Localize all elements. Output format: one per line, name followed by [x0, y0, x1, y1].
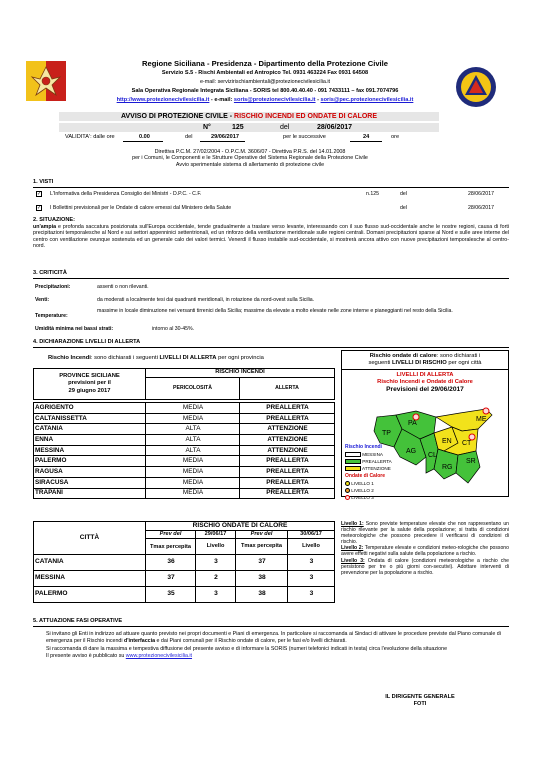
calore-intro — [342, 353, 508, 368]
avviso-del-label: del — [280, 124, 290, 131]
map-label-pa: PA — [408, 420, 417, 427]
avviso-n-label: N° — [203, 124, 211, 131]
livello-note-label: Livello 1: — [341, 521, 364, 527]
pericolosita-cell: MEDIA — [146, 403, 240, 414]
avviso-number: 125 — [232, 124, 244, 131]
legend-livello-label: LIVELLO 1 — [351, 481, 374, 486]
criticita-value: massime in locale diminuzione nei versanti tirrenici della Sicilia; massime da elevate a molto elevate nelle zone interne e pianeggianti nel resto della Sicilia. — [97, 308, 453, 314]
marker-palermo — [413, 414, 419, 420]
legend-calore-title: Ondate di Calore — [345, 473, 386, 479]
map-label-cl: CL — [428, 452, 437, 459]
allerta-cell: PREALLERTA — [240, 467, 335, 478]
legend-swatch — [345, 459, 361, 464]
allerta-cell: ATTENZIONE — [240, 445, 335, 456]
legend-incendi-title: Rischio Incendi — [345, 444, 382, 450]
map-label-ct: CT — [462, 440, 472, 447]
header-email: e-mail: servizirischiambientali@protezionecivilesicilia.it — [199, 79, 331, 86]
livello-cell: 3 — [288, 587, 335, 603]
criticita-heading: 3. CRITICITÀ — [33, 270, 67, 276]
visti-item — [36, 191, 506, 199]
livello-cell: 3 — [196, 587, 236, 603]
province-cell: CATANIA — [34, 424, 146, 435]
table-row — [34, 424, 335, 435]
fasi-p1-text: e dai Piani comunali per il Rischio ondate di calore, per le fasi e/o livelli dichiarati. — [155, 637, 347, 644]
avviso-number-bar — [59, 123, 439, 132]
situazione-lead: un'ampia — [33, 224, 57, 230]
header-sep: - e-mail: — [209, 97, 234, 104]
header-title: Regione Siciliana - Presidenza - Dipartimento della Protezione Civile — [141, 59, 388, 68]
fasi-p1 — [46, 631, 506, 644]
fasi-p1-text: Si invitano gli Enti in indirizzo ad attuare quanto previsto nei propri documenti e Piani di emergenza. In particolare si raccomanda ai Sindaci di attivare le procedure previste dal Piano comunale di emergenza per il Rischio incendi — [46, 631, 501, 644]
header-email-link-2[interactable]: soris@pec.protezionecivilesicilia.it — [320, 97, 414, 104]
col-province-label: previsioni per il — [68, 380, 111, 387]
direttiva-line: per i Comuni, le Componenti e le Strutture Operative del Sistema Regionale della Protezione Civile — [132, 155, 368, 162]
livello-note — [341, 521, 509, 545]
prev-del-label: Prev del — [236, 531, 288, 539]
province-cell: TRAPANI — [34, 488, 146, 499]
successive-label: per le successive — [283, 134, 326, 140]
validita-row — [59, 134, 439, 142]
criticita-value: da moderati a localmente tesi dai quadranti meridionali, in rotazione da nord-ovest sulla Sicilia. — [97, 297, 315, 303]
pericolosita-cell: ALTA — [146, 445, 240, 456]
situazione-text — [33, 224, 509, 250]
province-sr — [456, 451, 480, 483]
table-row — [34, 445, 335, 456]
pericolosita-cell: ALTA — [146, 424, 240, 435]
pericolosita-cell: MEDIA — [146, 477, 240, 488]
visti-item-num: n.125 — [366, 191, 379, 197]
visti-heading: 1. VISTI — [33, 179, 54, 185]
incendi-intro-levels: LIVELLI DI ALLERTA — [159, 355, 217, 361]
legend-item — [345, 451, 415, 458]
fasi-heading: 5. ATTUAZIONE FASI OPERATIVE — [33, 618, 123, 624]
map-title-1: LIVELLI DI ALLERTA — [396, 372, 454, 378]
col-province-label: PROVINCE SICILIANE — [59, 372, 120, 379]
incendi-intro-label: Rischio Incendi — [48, 355, 91, 361]
legend-item-label: PREALLERTA — [362, 459, 392, 464]
table-row — [34, 587, 335, 603]
map-label-sr: SR — [466, 458, 476, 465]
calore-intro-label: Rischio ondate di calore — [369, 353, 437, 359]
table-row — [34, 413, 335, 424]
calore-map-box — [341, 350, 509, 500]
visti-item-text: L'Informativa della Presidenza Consiglio dei Ministri - D.P.C. - C.F. — [50, 191, 202, 197]
province-cell: RAGUSA — [34, 467, 146, 478]
livello-note — [341, 558, 509, 576]
legend-livello-label: LIVELLO 2 — [351, 488, 374, 493]
visti-item-date: 28/06/2017 — [468, 191, 494, 197]
allerta-cell: PREALLERTA — [240, 477, 335, 488]
allerta-cell: ATTENZIONE — [240, 435, 335, 446]
livello-note-label: Livello 3: — [341, 557, 365, 564]
header-contacts — [60, 97, 470, 104]
website-link[interactable]: www.protezionecivilesicilia.it — [125, 652, 193, 659]
direttiva-line: Avvio sperimentale sistema di allertamento di protezione civile — [175, 161, 325, 168]
legend-item — [345, 465, 415, 472]
validita-label: VALIDITA': dalle ore — [65, 134, 115, 140]
livello-2-icon — [345, 488, 350, 493]
livello-note-label: Livello 2: — [341, 545, 364, 552]
criticita-label: Umidità minima nei bassi strati: — [35, 326, 114, 332]
incendi-intro-text: per ogni provincia — [216, 355, 264, 361]
col-tmax: Tmax percepita — [146, 539, 196, 555]
header-website-link[interactable]: http://www.protezionecivilesicilia.it — [116, 97, 210, 104]
tmax-cell: 38 — [236, 571, 288, 587]
calore-intro-text: : sono dichiarati i — [436, 353, 481, 359]
legend-livello — [345, 480, 415, 487]
livello-cell: 2 — [196, 571, 236, 587]
map-title — [342, 372, 508, 393]
table-row — [34, 555, 335, 571]
visti-item-text: I Bollettini previsionali per le Ondate di calore emessi dal Ministero della Salute — [50, 205, 232, 211]
calore-intro-text: per ogni città — [446, 360, 482, 367]
avviso-title-bar — [59, 112, 439, 121]
fasi-p3 — [46, 653, 506, 660]
header-service: Servizio S.5 - Rischi Ambientali ed Antropico Tel. 0931 463224 Fax 0931 64508 — [161, 70, 369, 77]
criticita-value: intorno al 30-45%. — [152, 326, 195, 332]
validita-ore: 0.00 — [139, 134, 150, 140]
livello-3-icon — [345, 495, 350, 500]
allerta-cell: PREALLERTA — [240, 403, 335, 414]
table-row — [34, 435, 335, 446]
tmax-cell: 37 — [146, 571, 196, 587]
visti-item — [36, 205, 506, 213]
allerta-cell: PREALLERTA — [240, 413, 335, 424]
successive-value: 24 — [363, 134, 370, 140]
city-cell: PALERMO — [34, 587, 146, 603]
fasi-p2: Si raccomanda di dare la massima e tempestiva diffusione del presente avviso e di informare la SORIS (numeri telefonici indicati in testa) circa l'evoluzione della situazione — [46, 646, 448, 653]
table-row — [34, 456, 335, 467]
province-cell: PALERMO — [34, 456, 146, 467]
allerta-cell: ATTENZIONE — [240, 424, 335, 435]
fasi-p1-bold: d'interfaccia — [124, 637, 156, 644]
map-title-2: Rischio Incendi e Ondate di Calore — [377, 379, 473, 385]
table-row — [34, 571, 335, 587]
signature-title: IL DIRIGENTE GENERALE — [385, 694, 455, 700]
legend-livello — [345, 494, 415, 501]
header-sep: - — [315, 97, 321, 104]
livello-notes — [341, 521, 509, 576]
city-cell: CATANIA — [34, 555, 146, 571]
pericolosita-cell: ALTA — [146, 435, 240, 446]
province-cell: SIRACUSA — [34, 477, 146, 488]
incendi-intro-text: : sono dichiarati i seguenti — [90, 355, 160, 361]
prev-date-1: 29/06/17 — [196, 531, 236, 539]
livello-note-text: Sono previste temperature elevate che non rappresentano un rischio rilevante per la salute della popolazione; si tratta di condizioni meteorologiche che possono precedere il verificarsi di condizioni di rischio. — [341, 521, 509, 546]
criticita-label: Temperature: — [35, 313, 68, 319]
validita-del: del — [185, 134, 193, 140]
city-cell: MESSINA — [34, 571, 146, 587]
pericolosita-cell: MEDIA — [146, 413, 240, 424]
situazione-body: e profonda saccatura posizionata sull'Europa occidentale, tende gradualmente a traslare verso levante, interessando con il suo flusso sud-occidentale anche le nostre regioni, causa di forti precipitazioni temporalesche al Nord e sui settori appenninici settentrionali, ed un rinforzo della ventilazione meridionale sulle regioni centrali. Domani precipitazioni sparse al Nord e sulle aree interne del centro con ventilazione ovunque sostenuta ed un generale calo dei valori termici. Venerdì il flusso instabile sud-occidentale, si mostrerà ancora attivo con nuove precipitazioni temporalesche al centro-nord. — [33, 224, 509, 250]
province-cell: CALTANISSETTA — [34, 413, 146, 424]
col-province — [34, 369, 146, 400]
situazione-heading: 2. SITUAZIONE: — [33, 217, 75, 223]
calore-intro-text: seguenti — [368, 360, 392, 367]
legend-livello — [345, 487, 415, 494]
livello-1-icon — [345, 481, 350, 486]
col-citta: CITTÀ — [34, 522, 146, 555]
table-row — [34, 477, 335, 488]
validita-date: 29/06/2017 — [211, 134, 239, 140]
map-label-ag: AG — [406, 448, 417, 455]
calore-table — [33, 521, 335, 555]
livello-cell: 3 — [288, 571, 335, 587]
legend-swatch — [345, 466, 361, 471]
criticita-label: Venti: — [35, 297, 50, 303]
incendi-intro — [48, 355, 264, 362]
col-rischio-incendi: RISCHIO INCENDI — [146, 369, 335, 378]
col-livello: Livello — [288, 539, 335, 555]
criticita-label: Precipitazioni: — [35, 284, 71, 290]
pericolosita-cell: MEDIA — [146, 467, 240, 478]
prev-date-2: 30/06/17 — [288, 531, 335, 539]
marker-catania — [469, 434, 475, 440]
avviso-date: 28/06/2017 — [317, 124, 353, 131]
signature-name: FOTI — [413, 701, 427, 707]
header-email-link-1[interactable]: soris@protezionecivilesicilia.it — [233, 97, 316, 104]
allerta-cell: PREALLERTA — [240, 456, 335, 467]
legend-livello-label: LIVELLO 3 — [351, 495, 374, 500]
tmax-cell: 37 — [236, 555, 288, 571]
incendi-table-body — [33, 402, 335, 499]
allerta-heading: 4. DICHIARAZIONE LIVELLI DI ALLERTA — [33, 339, 141, 345]
livello-note-text: Temperature elevate e condizioni meteo-rologiche che possono avere effetti negativi sulla salute della popolazione a rischio. — [341, 545, 509, 558]
legend-item — [345, 458, 415, 465]
col-rischio-calore: RISCHIO ONDATE DI CALORE — [146, 522, 335, 531]
prev-del-label: Prev del — [146, 531, 196, 539]
map-label-en: EN — [442, 438, 452, 445]
map-title-3: Previsioni del 29/06/2017 — [386, 386, 464, 393]
col-tmax: Tmax percepita — [236, 539, 288, 555]
livello-cell: 3 — [288, 555, 335, 571]
col-livello: Livello — [196, 539, 236, 555]
fasi-text — [46, 631, 506, 659]
tmax-cell: 38 — [236, 587, 288, 603]
direttiva-block — [60, 149, 440, 168]
map-label-me: ME — [476, 416, 487, 423]
tmax-cell: 36 — [146, 555, 196, 571]
calore-intro-levels: LIVELLI DI RISCHIO — [391, 360, 447, 367]
col-allerta: ALLERTA — [240, 378, 335, 400]
livello-note — [341, 545, 509, 557]
avviso-title: AVVISO DI PROTEZIONE CIVILE - — [120, 113, 235, 120]
header-soris: Sala Operativa Regionale Integrata Siciliana - SORIS tel 800.40.40.40 - 091 7433111 – fax 091.7074796 — [131, 88, 399, 95]
checkbox-icon: ✓ — [37, 205, 42, 211]
visti-item-del: del — [400, 191, 407, 197]
livello-cell: 3 — [196, 555, 236, 571]
livello-note-text: Ondata di calore (condizioni meteorologiche a rischio che persistono per tre o più giorni con-secutivi). Adottare interventi di prevenzione per la popolazione a rischio. — [341, 557, 509, 576]
allerta-cell: PREALLERTA — [240, 488, 335, 499]
incendi-table — [33, 368, 335, 400]
map-label-tp: TP — [382, 430, 391, 437]
fasi-p3-text: Il presente avviso è pubblicato su — [46, 652, 126, 659]
calore-table-body — [33, 554, 335, 603]
marker-messina — [483, 408, 489, 414]
criticita-value: assenti o non rilevanti. — [97, 284, 149, 290]
map-label-rg: RG — [442, 464, 453, 471]
table-row — [34, 403, 335, 414]
legend-swatch — [345, 452, 361, 457]
legend-item-label: ATTENZIONE — [362, 466, 391, 471]
pericolosita-cell: MEDIA — [146, 488, 240, 499]
province-cell: MESSINA — [34, 445, 146, 456]
col-province-label: 29 giugno 2017 — [68, 387, 111, 394]
legend-item-label: MESSINA — [362, 452, 383, 457]
tmax-cell: 35 — [146, 587, 196, 603]
direttiva-line: Direttiva P.C.M. 27/02/2004 - O.P.C.M. 3606/07 - Direttiva P.R.S. del 14.01.2008 — [154, 149, 346, 155]
checkbox-icon: ✓ — [37, 191, 42, 197]
visti-item-date: 28/06/2017 — [468, 205, 494, 211]
province-cell: AGRIGENTO — [34, 403, 146, 414]
pericolosita-cell: MEDIA — [146, 456, 240, 467]
col-pericolosita: PERICOLOSITÀ — [146, 378, 240, 400]
signature-block — [365, 694, 475, 708]
visti-item-del: del — [400, 205, 407, 211]
avviso-title-risk: RISCHIO INCENDI ED ONDATE DI CALORE — [234, 113, 378, 120]
table-row — [34, 467, 335, 478]
map-legend — [345, 444, 415, 501]
province-cell: ENNA — [34, 435, 146, 446]
table-row — [34, 488, 335, 499]
ore-label: ore — [391, 134, 400, 140]
